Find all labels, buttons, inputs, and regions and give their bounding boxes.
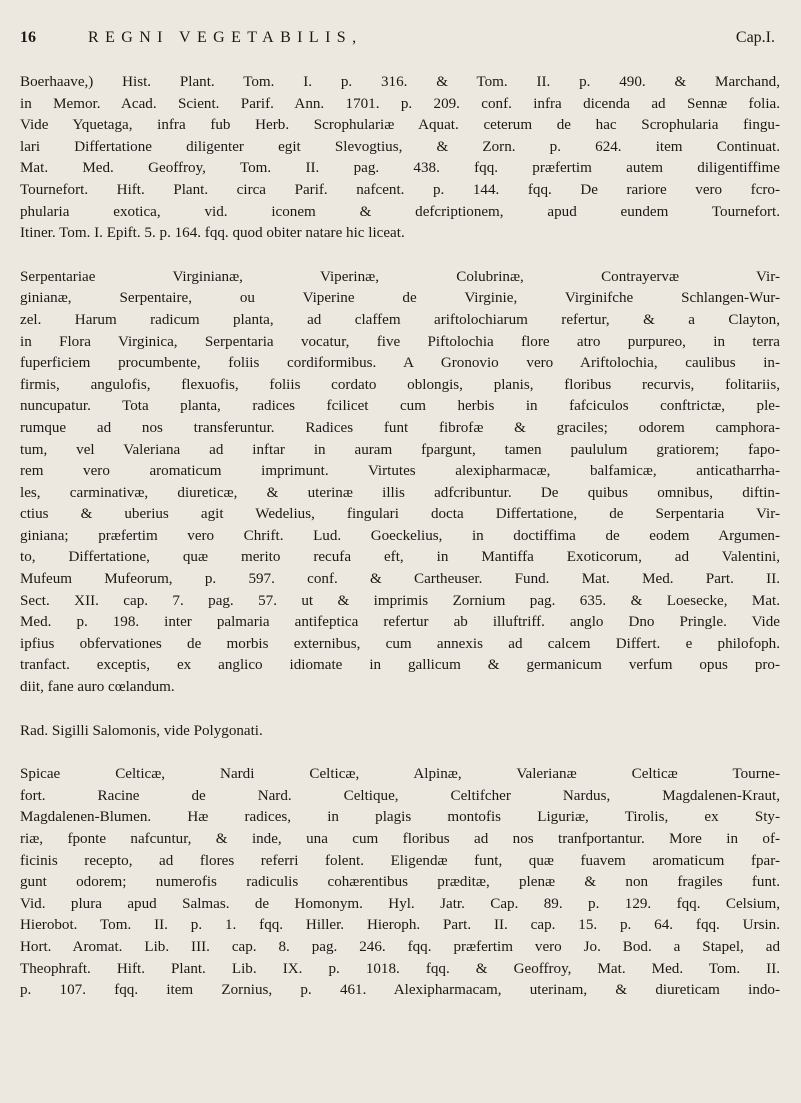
text-line: Theophraft. Hift. Plant. Lib. IX. p. 1018. fqq. & Geoffroy, Mat. Med. Tom. II.	[20, 960, 780, 977]
text-line: lari Differtatione diligenter egit Slevogtius, & Zorn. p. 624. item Continuat.	[20, 138, 780, 155]
paragraph-spacer	[20, 245, 780, 267]
text-line: ipfius obfervationes de morbis externibus, cum annexis ad calcem Differt. e philofoph.	[20, 635, 780, 652]
running-header	[20, 28, 775, 48]
text-line: ficinis recepto, ad flores referri folent. Eligendæ funt, quæ fuavem aromaticum fpar-	[20, 852, 780, 869]
text-line: in Memor. Acad. Scient. Parif. Ann. 1701. p. 209. conf. infra dicenda ad Sennæ folia.	[20, 95, 780, 112]
text-line: diit, fane auro cœlandum.	[20, 679, 175, 696]
text-line: fort. Racine de Nard. Celtique, Celtifcher Nardus, Magdalenen-Kraut,	[20, 787, 780, 804]
text-line: p. 107. fqq. item Zornius, p. 461. Alexipharmacam, uterinam, & diureticam indo-	[20, 982, 780, 999]
page-number: 16	[20, 29, 36, 46]
paragraph-serpentaria	[20, 267, 780, 699]
text-line: Serpentariae Virginianæ, Viperinæ, Colubrinæ, Contrayervæ Vir-	[20, 268, 780, 285]
paragraph-sigillum	[20, 721, 780, 743]
text-line: to, Differtatione, quæ merito recufa eft, in Mantiffa Exoticorum, ad Valentini,	[20, 549, 780, 566]
text-line: Itiner. Tom. I. Epift. 5. p. 164. fqq. quod obiter natare hic liceat.	[20, 225, 405, 242]
text-line: Boerhaave,) Hist. Plant. Tom. I. p. 316. & Tom. II. p. 490. & Marchand,	[20, 74, 780, 90]
text-line: Magdalenen-Blumen. Hæ radices, in plagis montofis Liguriæ, Tirolis, ex Sty-	[20, 809, 780, 826]
text-line: zel. Harum radicum planta, ad claffem ariftolochiarum refertur, & a Clayton,	[20, 311, 780, 328]
text-line: Rad. Sigilli Salomonis, vide Polygonati.	[20, 722, 263, 739]
running-title: REGNI VEGETABILIS,	[88, 29, 363, 46]
text-line: firmis, angulofis, flexuofis, foliis cordato oblongis, planis, floribus recurvis, folitariis,	[20, 376, 780, 393]
text-line: phularia exotica, vid. iconem & defcriptionem, apud eundem Tournefort.	[20, 203, 780, 220]
text-line: tum, vel Valeriana ad inftar in auram fpargunt, tamen paululum gratiorem; fapo-	[20, 441, 780, 458]
text-line: rumque ad nos transferuntur. Radices funt fibrofæ & graciles; odorem camphora-	[20, 419, 780, 436]
text-line: in Flora Virginica, Serpentaria vocatur, five Piftolochia flore atro purpureo, in terra	[20, 333, 780, 350]
text-line: ginianæ, Serpentaire, ou Viperine de Virginie, Virginifche Schlangen-Wur-	[20, 290, 780, 307]
text-line: tranfact. exceptis, ex anglico idiomate in gallicum & germanicum verfum opus pro-	[20, 657, 780, 674]
text-line: giniana; præfertim vero Chrift. Lud. Goeckelius, in doctiffima de eodem Argumen-	[20, 527, 780, 544]
paragraph-spacer	[20, 742, 780, 764]
chapter-label: Cap.I.	[735, 29, 775, 46]
text-line: Mat. Med. Geoffroy, Tom. II. pag. 438. fqq. præfertim autem diligentiffime	[20, 160, 780, 177]
body-text	[20, 72, 780, 1002]
paragraph-spacer	[20, 699, 780, 721]
text-line: Vid. plura apud Salmas. de Homonym. Hyl. Jatr. Cap. 89. p. 129. fqq. Celsium,	[20, 895, 780, 912]
text-line: Mufeum Mufeorum, p. 597. conf. & Cartheuser. Fund. Mat. Med. Part. II.	[20, 571, 780, 588]
text-line: riæ, fponte nafcuntur, & inde, una cum floribus ad nos tranfportantur. More in of-	[20, 831, 780, 847]
text-line: Hort. Aromat. Lib. III. cap. 8. pag. 246. fqq. præfertim vero Jo. Bod. a Stapel, ad	[20, 938, 780, 955]
text-line: rem vero aromaticum imprimunt. Virtutes alexipharmacæ, balfamicæ, anticatharrha-	[20, 463, 780, 480]
text-line: ctius & uberius agit Wedelius, fingulari docta Differtatione, de Serpentaria Vir-	[20, 506, 780, 523]
text-line: les, carminativæ, diureticæ, & uterinæ illis adfcribuntur. De quibus omnibus, diftin-	[20, 484, 780, 501]
text-line: fuperficiem procumbente, foliis cordiformibus. A Gronovio vero Ariftolochia, caulibus in-	[20, 355, 780, 372]
text-line: Spicae Celticæ, Nardi Celticæ, Alpinæ, Valerianæ Celticæ Tourne-	[20, 766, 780, 783]
text-line: Hierobot. Tom. II. p. 1. fqq. Hiller. Hieroph. Part. II. cap. 15. p. 64. fqq. Ursin.	[20, 917, 780, 934]
text-line: Med. p. 198. inter palmaria antifeptica refertur ab illuftriff. anglo Dno Pringle. Vide	[20, 614, 780, 631]
text-line: Sect. XII. cap. 7. pag. 57. ut & imprimis Zornium pag. 635. & Loesecke, Mat.	[20, 592, 780, 609]
text-line: nuncupatur. Tota planta, radices fcilicet cum herbis in fafciculos conftrictæ, ple-	[20, 398, 780, 415]
text-line: Vide Yquetaga, infra fub Herb. Scrophulariæ Aquat. ceterum de hac Scrophularia fingu-	[20, 117, 780, 134]
text-line: gunt odorem; numerofis radiculis cohærentibus præditæ, plenæ & non fragiles funt.	[20, 874, 780, 891]
paragraph-spica-celtica	[20, 764, 780, 1002]
text-line: Tournefort. Hift. Plant. circa Parif. nafcent. p. 144. fqq. De rariore vero fcro-	[20, 181, 780, 198]
paragraph-scrophularia	[20, 72, 780, 245]
